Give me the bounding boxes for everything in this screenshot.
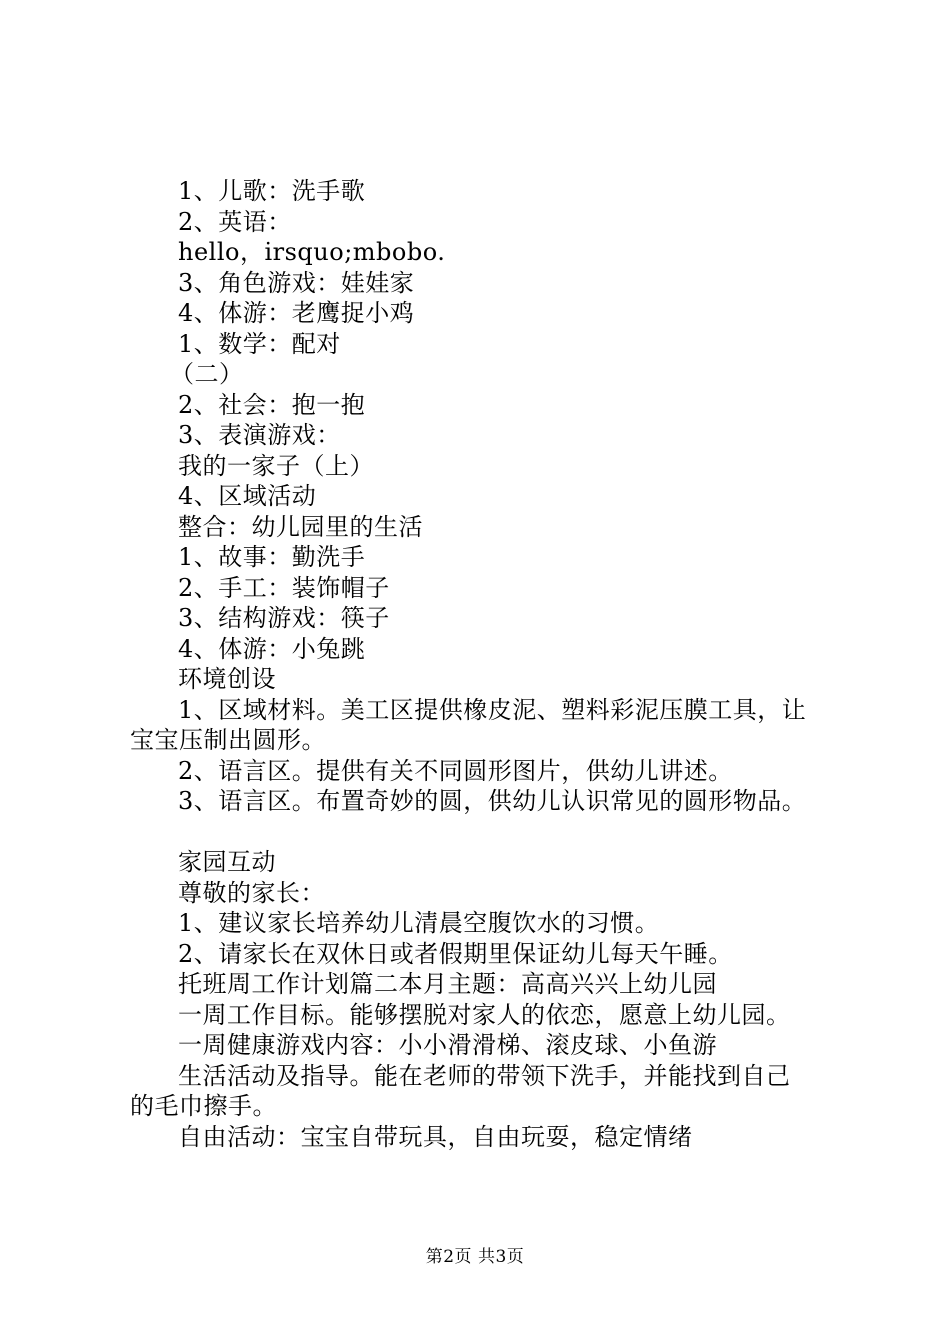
- text-line: 3、表演游戏：: [178, 421, 341, 449]
- paragraph-line: 1、区域材料。美工区提供橡皮泥、塑料彩泥压膜工具，让: [178, 695, 807, 724]
- text-line: 4、区域活动: [178, 482, 317, 510]
- section-heading: 家园互动: [178, 848, 276, 876]
- text-line: 2、手工：装饰帽子: [178, 573, 390, 602]
- text-line: 一周健康游戏内容：小小滑滑梯、滚皮球、小鱼游: [178, 1031, 717, 1059]
- text-line: 整合：幼儿园里的生活: [178, 512, 423, 541]
- text-line: 1、建议家长培养幼儿清晨空腹饮水的习惯。: [178, 909, 660, 937]
- paragraph-line: 宝宝压制出圆形。: [130, 726, 326, 754]
- text-line: （二）: [170, 360, 244, 388]
- text-line: 4、体游：老鹰捉小鸡: [178, 299, 415, 327]
- section-heading: 环境创设: [178, 665, 276, 693]
- text-line: 3、角色游戏：娃娃家: [178, 268, 415, 297]
- text-line: 2、请家长在双休日或者假期里保证幼儿每天午睡。: [178, 939, 733, 968]
- text-line: 4、体游：小兔跳: [178, 634, 366, 663]
- paragraph-line: 的毛巾擦手。: [130, 1092, 277, 1120]
- document-body: [130, 176, 830, 1152]
- text-line: 我的一家子（上）: [178, 451, 374, 480]
- text-line: hello，irsquo;mbobo.: [178, 238, 446, 266]
- text-line: 1、数学：配对: [178, 329, 341, 358]
- blank-line: [130, 817, 830, 848]
- text-line: 一周工作目标。能够摆脱对家人的依恋，愿意上幼儿园。: [178, 1000, 791, 1029]
- text-line: 尊敬的家长：: [178, 878, 325, 907]
- paragraph-line: 生活活动及指导。能在老师的带领下洗手，并能找到自己: [178, 1061, 791, 1090]
- paragraph-line: 2、语言区。提供有关不同圆形图片，供幼儿讲述。: [178, 756, 733, 785]
- text-line: 3、结构游戏：筷子: [178, 604, 390, 632]
- text-line: 1、儿歌：洗手歌: [178, 177, 366, 205]
- page-footer: 第2页 共3页: [425, 1247, 525, 1267]
- text-line: 1、故事：勤洗手: [178, 543, 366, 571]
- paragraph-line: 自由活动：宝宝自带玩具，自由玩耍，稳定情绪: [178, 1122, 693, 1151]
- text-line: 2、英语：: [178, 207, 292, 236]
- paragraph-line: 3、语言区。布置奇妙的圆，供幼儿认识常见的圆形物品。: [178, 787, 807, 815]
- text-line: 托班周工作计划篇二本月主题：高高兴兴上幼儿园: [178, 970, 717, 998]
- text-line: 2、社会：抱一抱: [178, 390, 366, 419]
